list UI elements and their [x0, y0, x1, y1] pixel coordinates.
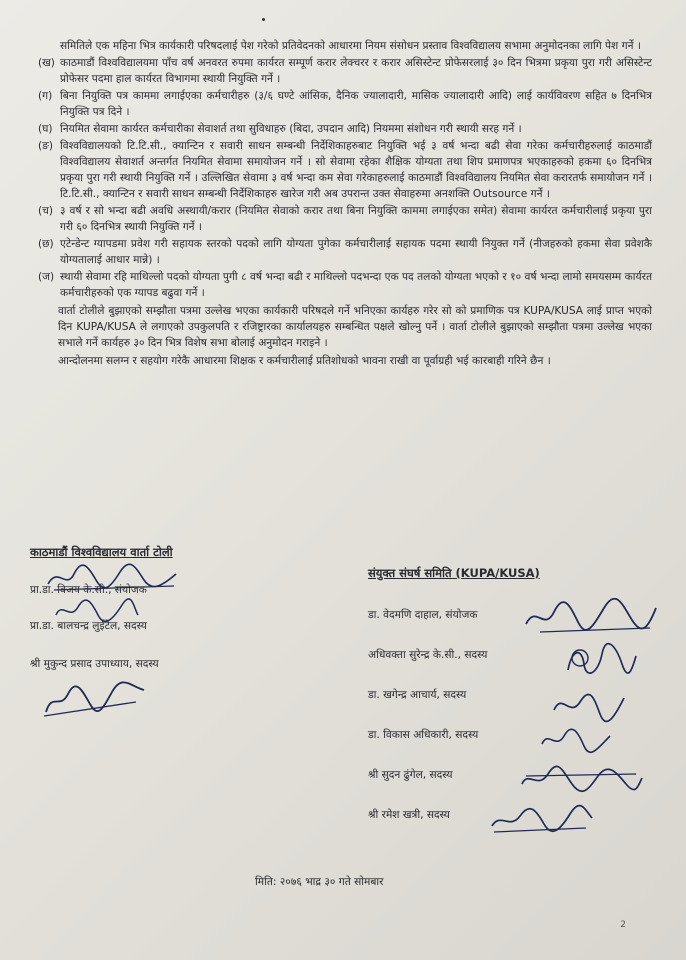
right-member: डा. विकास अधिकारी, सदस्य	[368, 729, 479, 741]
paragraph-label: (ज)	[38, 271, 55, 283]
signature-right-4-icon	[536, 724, 616, 754]
paragraph-ga	[38, 88, 652, 120]
signature-right-5-icon	[516, 764, 646, 796]
left-member: श्री मुकुन्द प्रसाद उपाध्याय, सदस्य	[30, 658, 159, 670]
paragraph-label: (च)	[38, 205, 53, 217]
right-member: डा. वेदमणि दाहाल, संयोजक	[368, 609, 478, 621]
left-team-heading: काठमाडौं विश्वविद्यालय वार्ता टोली	[30, 545, 173, 559]
right-member: श्री सुदन ढुंगेल, सदस्य	[368, 769, 453, 781]
paragraph-text: काठमाडौं विश्वविद्यालयमा पाँच वर्ष अनवरत रुपमा कार्यरत सम्पूर्ण करार लेक्चरर र करार असिस्टेन्ट प्रोफेसरलाई ३० दिन भित्रमा प्रकृया पुरा गरी असिस्टेन्ट प्रोफेसर पदमा हाल कार्यरत विभागमा स्थायी नियुक्ति गर्ने ।	[60, 57, 652, 85]
paragraph-no-retaliation: आन्दोलनमा सलग्न र सहयोग गरेकै आधारमा शिक्षक र कर्मचारीलाई प्रतिशोधको भावना राखी वा पूर्वाग्रही भई कारबाही गरिने छैन ।	[58, 355, 551, 367]
body-text	[38, 38, 652, 369]
paragraph-text: नियमित सेवामा कार्यरत कर्मचारीका सेवाशर्त तथा सुविधाहरु (बिदा, उपदान आदि) नियममा संशोधन गरी स्थायी सरह गर्ने ।	[60, 123, 522, 135]
right-member: अधिवक्ता सुरेन्द्र के.सी., सदस्य	[368, 649, 488, 661]
signature-right-1-icon	[520, 598, 660, 638]
right-member: डा. खगेन्द्र आचार्य, सदस्य	[368, 689, 467, 701]
paragraph-label: (ङ)	[38, 140, 54, 152]
signature-left-3-icon	[40, 680, 150, 720]
right-member: श्री रमेश खत्री, सदस्य	[368, 809, 450, 821]
paragraph-nga	[38, 138, 652, 202]
paragraph-kha	[38, 55, 652, 87]
paragraph-agreement: वार्ता टोलीले बुझाएको सम्झौता पत्रमा उल्लेख भएका कार्यकारी परिषदले गर्ने भनिएका कार्यहरु गरेर सो को प्रमाणिक पत्र KUPA/KUSA लाई प्राप्त भएको दिन KUPA/KUSA ले लगाएको उपकुलपति र रजिष्ट्रारका कार्यालयहरु सम्बन्धित पक्षले खोल्नु पर्ने । वार्ता टोलीले बुझाएको सम्झौता पत्रमा उल्लेख भएका सभाले गर्ने कार्यहरु ३० दिन भित्र विशेष सभा बोलाई अनुमोदन गराइने ।	[58, 305, 652, 349]
paragraph-label: (ग)	[38, 90, 53, 102]
paragraph-cha	[38, 203, 652, 235]
right-team-heading: संयुक्त संघर्ष समिति (KUPA/KUSA)	[368, 566, 540, 580]
paragraph-label: (छ)	[38, 238, 54, 250]
paragraph-gha	[38, 121, 652, 137]
left-member: प्रा.डा. विजय के.सी., संयोजक	[30, 584, 147, 596]
date-line: मिति: २०७६ भाद्र ३० गते सोमबार	[255, 876, 384, 888]
paragraph-text: समितिले एक महिना भित्र कार्यकारी परिषदलाई पेश गरेको प्रतिवेदनको आधारमा नियम संसोधन प्रस्ताव विश्वविद्यालय सभामा अनुमोदनका लागि पेश गर्ने ।	[60, 40, 641, 52]
paragraph-text: विश्वविद्यालयको टि.टि.सी., क्यान्टिन र सवारी साधन सम्बन्धी निर्देशिकाहरुबाट नियुक्ति भई ३ वर्ष भन्दा बढी सेवा गरेका कर्मचारीहरुलाई काठमाडौं विश्वविद्यालय सेवाशर्त अन्तर्गत नियमित सेवामा समायोजन गर्ने । सो सेवामा रहेका शैक्षिक योग्यता तथा शिप प्रमाणपत्र भएकाहरुको हकमा ६० दिनभित्र प्रकृया पुरा गरी स्थायी नियुक्ति गर्ने । उल्लिखित सेवामा ३ वर्ष भन्दा कम सेवा गरेकाहरुलाई काठमाडौं विश्वविद्यालय नियमित सेवा करारतर्फ समायोजन गर्ने । टि.टि.सी., क्यान्टिन र सवारी साधन सम्बन्धी निर्देशिकाहरु खारेज गरी अब उपरान्त उक्त सेवाहरुमा अनशक्ति Outsource गर्ने ।	[60, 140, 652, 200]
signature-right-6-icon	[486, 802, 596, 836]
paragraph-text: बिना नियुक्ति पत्र काममा लगाईएका कर्मचारीहरु (३/६ घण्टे आंसिक, दैनिक ज्यालादारी, मासिक ज्यालादारी आदि) लाई कार्यविवरण सहित ७ दिनभित्र नियुक्ति पत्र दिने ।	[60, 90, 652, 118]
paragraph-text: ३ वर्ष र सो भन्दा बढी अवधि अस्थायी/करार (नियमित सेवाको करार तथा बिना नियुक्ति काममा लगाईएका समेत) सेवामा कार्यरत कर्मचारीलाई प्रकृया पुरा गरी ६० दिनभित्र स्थायी नियुक्ति गर्ने ।	[60, 205, 652, 233]
signature-right-3-icon	[548, 688, 628, 726]
paragraph-label: (घ)	[38, 123, 53, 135]
paragraph-0	[60, 38, 652, 54]
signature-left-1-icon	[44, 560, 184, 596]
left-member: प्रा.डा. बालचन्द्र लुईटेल, सदस्य	[30, 620, 147, 632]
paragraph-text: स्थायी सेवामा रहि माथिल्लो पदको योग्यता पुगी ८ वर्ष भन्दा बढी र माथिल्लो पदभन्दा एक पद तलको योग्यता भएको र १० वर्ष भन्दा लामो समयसम्म कार्यरत कर्मचारीहरुको एक ग्यापड बढुवा गर्ने ।	[60, 271, 652, 299]
paragraph-text: एटेन्डेन्ट ग्यापडमा प्रवेश गरी सहायक स्तरको पदको लागि योग्यता पुगेका कर्मचारीलाई सहायक पदमा स्थायी नियुक्त गर्ने (नीजहरुको हकमा सेवा प्रवेशकै योग्यतालाई आधार मान्ने) ।	[60, 238, 652, 266]
signature-left-2-icon	[52, 597, 142, 625]
paragraph-label: (ख)	[38, 57, 55, 69]
paragraph-ja	[38, 269, 652, 301]
signature-right-2-icon	[560, 640, 640, 680]
ink-dot	[262, 18, 265, 21]
page-number: 2	[620, 920, 626, 930]
paragraph-chha	[38, 236, 652, 268]
